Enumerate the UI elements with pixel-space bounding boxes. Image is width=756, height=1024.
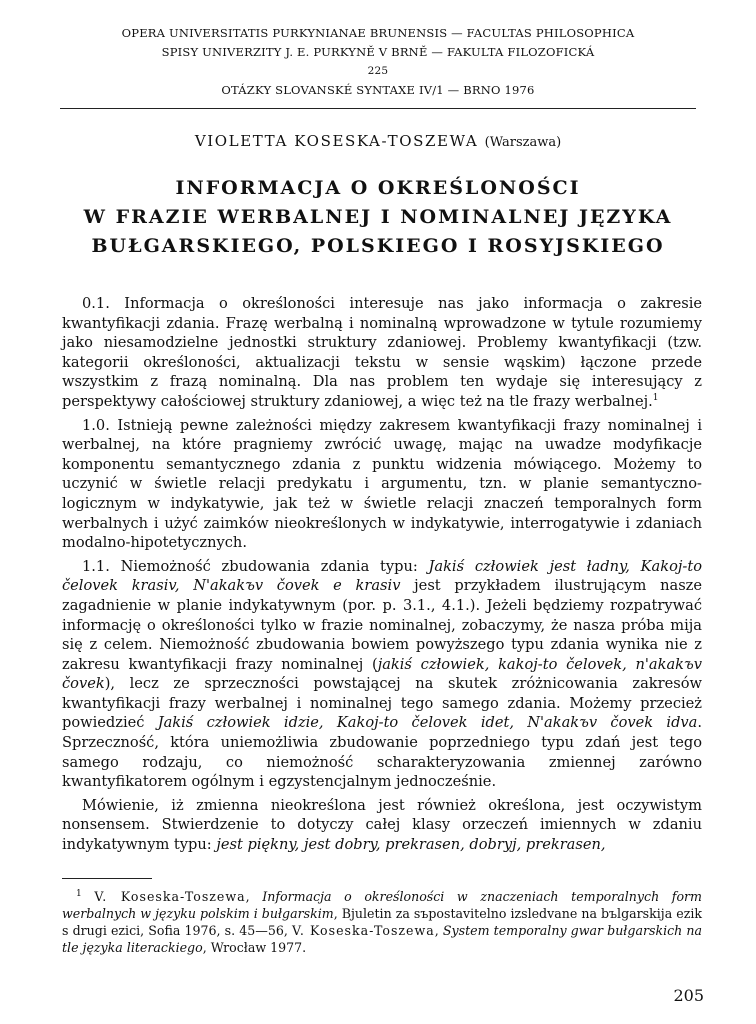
paragraph-1-1-text-a: 1.1. Niemożność zbudowania zdania typu: (82, 557, 429, 575)
footnote-1: $^1$ V. Koseska-Toszewa, Informacja o określoności w znaczeniach temporalnych form werbalnych w języku polskim i bułgarskim, Bjuletin za sъpostavitelno izsledvane na bъlgarskija ezik s drugi ezici, Sofia 1976, s. 45—56, V. Koseska-Toszewa, System temporalny gwar bułgarskich na tle języka literackiego, Wrocław 1977. (62, 888, 702, 955)
series-number: 225 (367, 65, 389, 77)
footnote-title-1: Informacja o określoności w znaczeniach temporalnych form werbalnych w języku polskim i bułgarskim (62, 889, 702, 921)
footnote-text-1: , Bjuletin za sъpostavitelno izsledvane na bъlgarskija ezik s drugi ezici, Sofia 1976, s. 45—56, (62, 906, 702, 938)
series-header-line-2: SPISY UNIVERZITY J. E. PURKYNĚ V BRNĚ — FAKULTA FILOZOFICKÁ (161, 45, 595, 59)
series-header-line-1: OPERA UNIVERSITATIS PURKYNIANAE BRUNENSIS — FACULTAS PHILOSOPHICA (121, 26, 635, 40)
paragraph-0-1 (62, 294, 702, 412)
article-title (40, 174, 716, 261)
series-header-line-3: OTÁZKY SLOVANSKÉ SYNTAXE IV/1 — BRNO 1976 (221, 83, 535, 97)
paragraph-1-1-text-b: jest przykładem ilustrującym nasze zagadnienie w planie indykatywnym (por. p. 3.1., 4.1.). Jeżeli będziemy rozpatrywać informację o określoności tylko w frazie nominalnej, zobaczymy, że nasza próba mija się z celem. Niemożność zbudowania bowiem powyższego typu zdania wynika nie z zakresu kwantyfikacji frazy nominalnej ( (62, 577, 703, 673)
example-sentences-1: Jakiś człowiek jest ładny, Kakoj-to čelovek krasiv, N'akakъv čovek e krasiv (62, 557, 702, 595)
paragraph-1-2 (62, 796, 702, 855)
page-number: 205 (673, 986, 704, 1005)
author-affiliation: (Warszawa) (484, 135, 562, 150)
paragraph-1-2-text: Mówienie, iż zmienna nieokreślona jest również określona, jest oczywistym nonsensem. Stwierdzenie to dotyczy całej klasy orzeczeń imiennych w zdaniu indykatywnym typu: (62, 796, 702, 854)
footnote-text-2: , Wrocław 1977. (202, 940, 307, 955)
footnote-divider (62, 878, 152, 879)
paragraph-0-1-text: 0.1. Informacja o określoności interesuje nas jako informacja o zakresie kwantyfikacji zdania. Frazę werbalną i nominalną wprowadzone w tytule rozumiemy jako niesamodzielne jednostki struktury zdaniowej. Problemy kwantyfikacji (tzw. kategorii określoności, aktualizacji tekstu w sensie wąskim) łączone przede wszystkim z frazą nominalną. Dla nas problem ten wydaje się interesujący z perspektywy całościowej struktury zdaniowej, a więc też na tle frazy werbalnej. (62, 295, 702, 410)
paragraph-1-1 (62, 557, 702, 792)
header-divider (60, 108, 696, 109)
paragraph-1-1-text-c: ), lecz ze sprzeczności powstającej na skutek zróżnicowania zakresów kwantyfikacji frazy werbalnej i nominalnej tego samego zdania. Możemy przecież powiedzieć (62, 675, 702, 732)
author-name: VIOLETTA KOSESKA-TOSZEWA (194, 132, 479, 150)
title-line-2: W FRAZIE WERBALNEJ I NOMINALNEJ JĘZYKA (83, 206, 673, 228)
footnote-ref: 1 (652, 393, 659, 404)
footnote-mark: 1 (76, 888, 82, 899)
footnote-title-2: System temporalny gwar bułgarskich na tle języka literackiego (62, 923, 702, 955)
example-phrases-2: jakiś człowiek, kakoj-to čelovek, n'akakъv čovek (62, 655, 702, 693)
series-header (40, 24, 716, 100)
paragraph-1-1-text-d: . Sprzeczność, która uniemożliwia zbudowanie poprzedniego typu zdań jest tego samego rodzaju, co niemożność scharakteryzowania zmiennej zarówno kwantyfikatorem ogólnym i egzystencjalnym jednocześnie. (62, 714, 703, 791)
example-sentences-3: Jakiś człowiek idzie, Kakoj-to čelovek idet, N'akakъv čovek idva (157, 714, 698, 732)
article-body (62, 294, 702, 859)
footnote-author-2: V. Koseska-Toszewa (291, 923, 435, 938)
title-line-3: BUŁGARSKIEGO, POLSKIEGO I ROSYJSKIEGO (91, 235, 665, 257)
example-predicates: jest piękny, jest dobry, prekrasen, dobryj, prekrasen, (216, 836, 606, 854)
author-line (40, 132, 716, 150)
title-line-1: INFORMACJA O OKREŚLONOŚCI (175, 177, 581, 199)
footnote-author-1: V. Koseska-Toszewa (94, 889, 246, 904)
paragraph-1-0: 1.0. Istnieją pewne zależności między zakresem kwantyfikacji frazy nominalnej i werbalnej, na które pragniemy zwrócić uwagę, mając na uwadze modyfikacje komponentu semantycznego zdania z punktu widzenia mówiącego. Możemy to uczynić w świetle relacji predykatu i argumentu, tzn. w planie semantyczno-logicznym w indykatywie, jak też w świetle relacji znaczeń temporalnych form werbalnych i użyć zaimków nieokreślonych w indykatywie, interrogatywie i zdaniach modalno-hipotetycznych. (62, 416, 702, 552)
